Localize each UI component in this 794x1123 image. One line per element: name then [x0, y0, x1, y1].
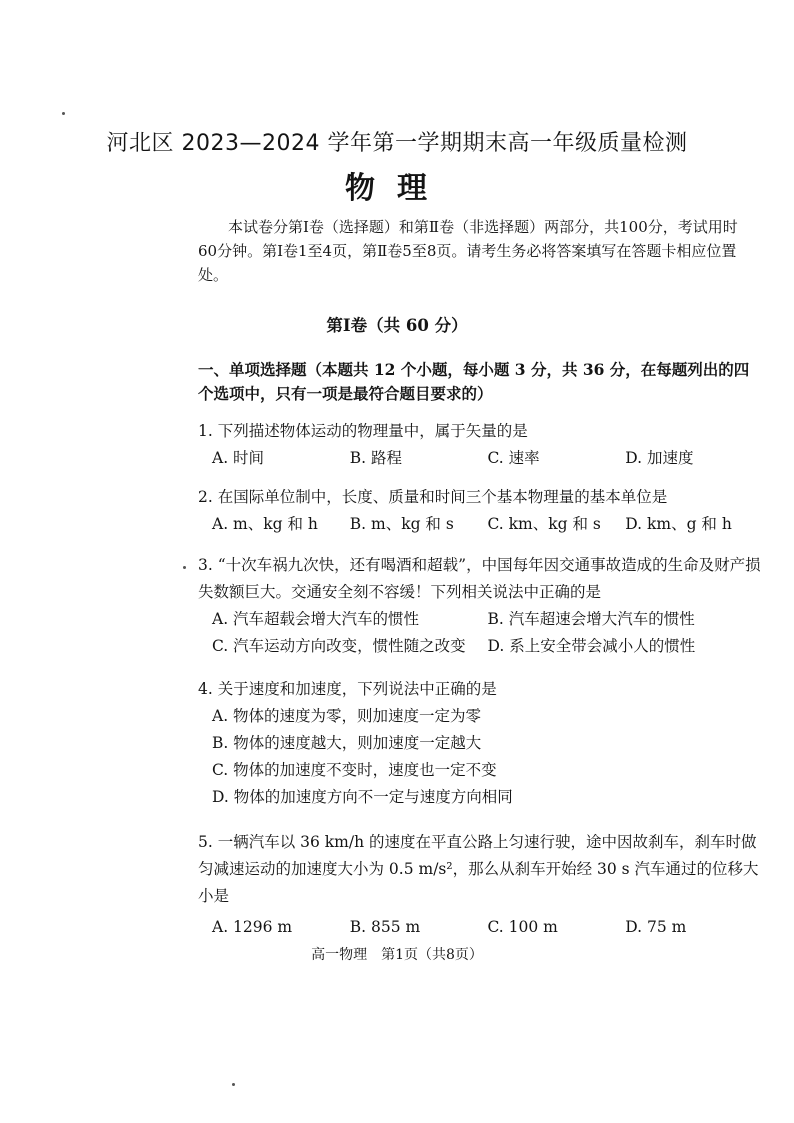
- option-a: A. 时间: [212, 449, 265, 467]
- option-b: B. 路程: [349, 449, 402, 467]
- question-stem: 1. 下列描述物体运动的物理量中，属于矢量的是: [198, 422, 528, 440]
- option-c: C. 100 m: [487, 918, 558, 936]
- scan-speck: [62, 112, 65, 115]
- option-c: C. 汽车运动方向改变，惯性随之改变: [212, 637, 466, 655]
- options-row: [198, 445, 763, 472]
- section-title: 第Ⅰ卷（共 60 分）: [326, 316, 468, 335]
- question-5: [198, 829, 763, 941]
- option-d: D. 75 m: [625, 918, 687, 936]
- question-2: [198, 484, 763, 538]
- option-c: C. 速率: [487, 449, 540, 467]
- option-d: D. 物体的加速度方向不一定与速度方向相同: [212, 788, 513, 806]
- scan-speck: [183, 566, 186, 569]
- option-b: B. 855 m: [349, 918, 421, 936]
- question-4: [198, 676, 763, 811]
- option-a: A. m、kg 和 h: [212, 515, 318, 533]
- question-stem: 3. “十次车祸九次快，还有喝酒和超载”，中国每年因交通事故造成的生命及财产损失数额巨大。交通安全刻不容缓！下列相关说法中正确的是: [198, 556, 761, 601]
- option-b: B. 汽车超速会增大汽车的惯性: [487, 610, 695, 628]
- option-b: B. 物体的速度越大，则加速度一定越大: [212, 734, 482, 752]
- part-title: 一、单项选择题（本题共 12 个小题，每小题 3 分，共 36 分，在每题列出的四个选项中，只有一项是最符合题目要求的）: [198, 360, 750, 403]
- question-3: [198, 552, 763, 660]
- exam-title: 河北区 2023—2024 学年第一学期期末高一年级质量检测: [106, 131, 688, 156]
- options-row: [198, 511, 763, 538]
- page-footer: 高一物理 第1页（共8页）: [311, 947, 483, 963]
- option-c: C. 物体的加速度不变时，速度也一定不变: [212, 761, 497, 779]
- option-d: D. 系上安全带会减小人的惯性: [487, 637, 696, 655]
- option-c: C. km、kg 和 s: [487, 515, 601, 533]
- question-stem: 5. 一辆汽车以 36 km/h 的速度在平直公路上匀速行驶，途中因故刹车，刹车时做匀减速运动的加速度大小为 0.5 m/s²，那么从刹车开始经 30 s 汽车通过的位移大小是: [198, 833, 759, 905]
- options-row: [198, 606, 763, 633]
- exam-instructions: 本试卷分第Ⅰ卷（选择题）和第Ⅱ卷（非选择题）两部分，共100分，考试用时 60分钟。第Ⅰ卷1至4页，第Ⅱ卷5至8页。请考生务必将答案填写在答题卡相应位置处。: [198, 218, 738, 284]
- question-stem: 2. 在国际单位制中，长度、质量和时间三个基本物理量的基本单位是: [198, 488, 668, 506]
- option-a: A. 1296 m: [212, 918, 293, 936]
- scan-speck: [232, 1083, 235, 1086]
- option-a: A. 汽车超载会增大汽车的惯性: [212, 610, 420, 628]
- option-d: D. km、g 和 h: [625, 515, 732, 533]
- options-row: [198, 914, 763, 941]
- exam-subject: 物理: [345, 171, 449, 206]
- question-1: [198, 418, 763, 472]
- question-stem: 4. 关于速度和加速度，下列说法中正确的是: [198, 680, 497, 698]
- option-b: B. m、kg 和 s: [349, 515, 454, 533]
- option-a: A. 物体的速度为零，则加速度一定为零: [212, 707, 482, 725]
- options-row: [198, 633, 763, 660]
- option-d: D. 加速度: [625, 449, 694, 467]
